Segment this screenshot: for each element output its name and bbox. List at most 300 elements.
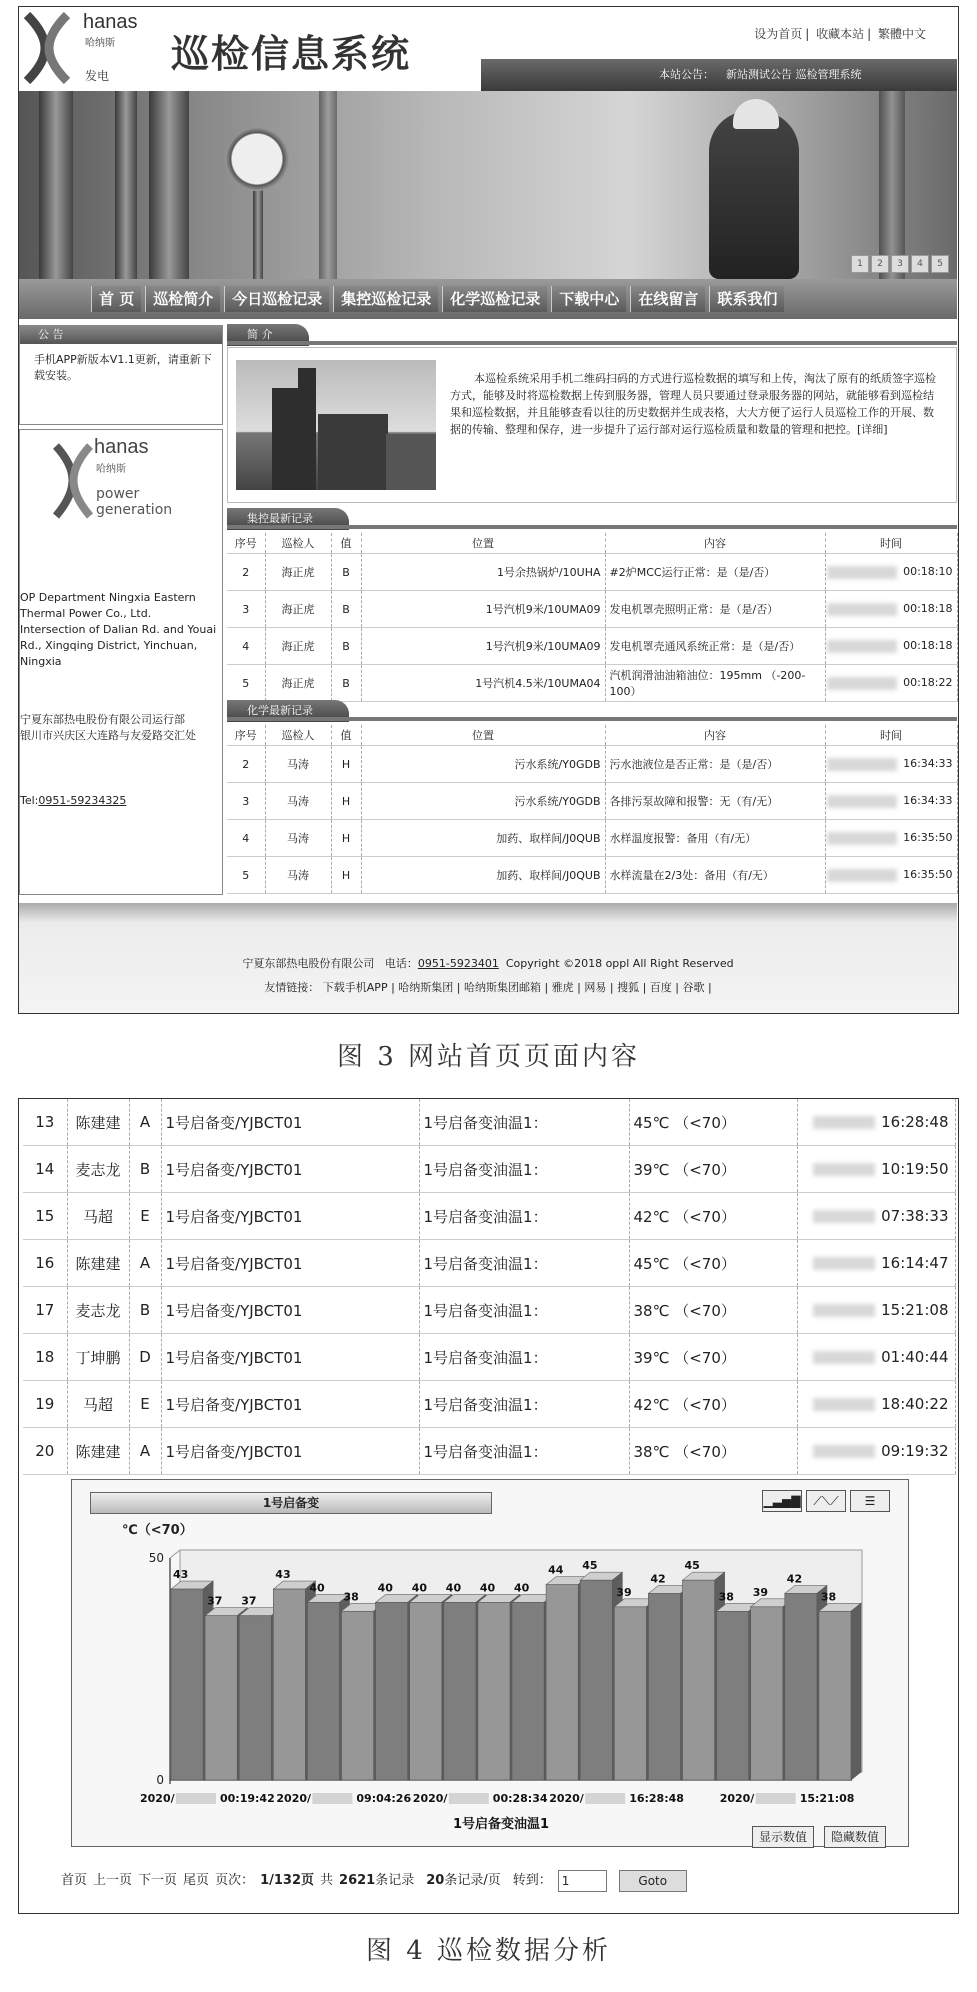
- x-tick-date: 2020/: [719, 1792, 755, 1805]
- cell-item: [419, 1099, 629, 1146]
- cell-person-text: 丁坤鹏: [75, 1348, 121, 1367]
- banner-page-5[interactable]: 5: [931, 255, 949, 273]
- cell-shift-text: B: [342, 602, 350, 616]
- intro-box: [227, 347, 957, 503]
- address-cn: [20, 712, 220, 744]
- cell-item-text: 1号启备变油温1：: [423, 1395, 548, 1414]
- col-header: 时间: [825, 533, 957, 554]
- nav-today-records[interactable]: 今日巡检记录: [224, 286, 329, 312]
- cell-no-text: 2: [242, 757, 250, 771]
- tel-label: Tel:: [20, 794, 39, 807]
- cell-time: [797, 1193, 955, 1240]
- cell-shift-text: B: [342, 565, 350, 579]
- cell-no-text: 17: [35, 1301, 55, 1319]
- cell-person-text: 陈建建: [75, 1254, 121, 1273]
- cell-item-text: 1号启备变油温1：: [423, 1113, 548, 1132]
- cell-no: [23, 1334, 67, 1381]
- cell-no: [227, 820, 265, 857]
- cell-no: [227, 665, 265, 702]
- cell-no: [23, 1287, 67, 1334]
- cell-person: [67, 1334, 129, 1381]
- tel-link[interactable]: 0951-59234325: [38, 794, 127, 807]
- sidebar-logo-sub2: generation: [96, 502, 173, 518]
- cell-shift: [331, 591, 361, 628]
- link-bookmark[interactable]: 收藏本站: [816, 27, 865, 41]
- cell-time-text: 16:28:48: [881, 1113, 949, 1131]
- cell-item: [419, 1193, 629, 1240]
- site-footer: [19, 903, 957, 1013]
- cell-location-text: 1号汽机4.5米/10UMA04: [475, 677, 601, 690]
- plant-photo: [236, 360, 436, 490]
- cell-person: [67, 1287, 129, 1334]
- footer-link-mail[interactable]: 哈纳斯集团邮箱: [463, 981, 541, 994]
- redacted-date: [813, 1163, 875, 1176]
- cell-location: [361, 746, 605, 783]
- goto-label: 转到：: [512, 1873, 552, 1888]
- cell-time: [797, 1334, 955, 1381]
- cell-content: [605, 746, 825, 783]
- page-label: 页次：: [215, 1873, 255, 1888]
- cell-person: [67, 1146, 129, 1193]
- cell-content-text: 发电机罩壳照明正常：是（是/否）: [609, 603, 779, 616]
- nav-jikong-records[interactable]: 集控巡检记录: [333, 286, 438, 312]
- cell-time: [797, 1146, 955, 1193]
- huaxue-title[interactable]: 化学最新记录: [227, 700, 349, 722]
- jikong-section-bar: [227, 507, 957, 529]
- table-row[interactable]: [227, 783, 957, 820]
- line-chart-icon[interactable]: ⟋⟍⟋: [806, 1490, 846, 1512]
- cell-location-text: 污水系统/Y0GDB: [514, 758, 601, 771]
- cell-shift-text: B: [139, 1160, 151, 1178]
- cell-value: [629, 1099, 797, 1146]
- x-tick-time: 15:21:08: [799, 1792, 855, 1805]
- cell-shift: [129, 1428, 161, 1475]
- cell-time: [797, 1287, 955, 1334]
- sidebar-notice-text[interactable]: 手机APP新版本V1.1更新，请重新下载安装。: [34, 353, 212, 382]
- table-row[interactable]: [227, 628, 957, 665]
- cell-no-text: 4: [242, 831, 250, 845]
- figure-4-data-analysis: [18, 1098, 959, 1914]
- jikong-table: [227, 533, 958, 702]
- col-header: 内容: [605, 533, 825, 554]
- footer-phone[interactable]: 0951-5923401: [417, 957, 499, 970]
- link-traditional-chinese[interactable]: 繁體中文: [877, 27, 926, 41]
- cell-shift-text: A: [139, 1442, 151, 1460]
- sidebar-logo-sub1: power: [96, 486, 140, 502]
- col-header: 序号: [227, 533, 265, 554]
- bar-value-label: 40: [479, 1581, 496, 1595]
- cell-device-text: 1号启备变/YJBCT01: [165, 1442, 303, 1461]
- cell-shift-text: E: [140, 1207, 150, 1225]
- cell-no: [227, 746, 265, 783]
- table-row[interactable]: [227, 591, 957, 628]
- col-header: 位置: [361, 533, 605, 554]
- page-first[interactable]: 首页: [61, 1873, 88, 1888]
- huaxue-section-bar: [227, 699, 957, 721]
- redacted-date: [827, 832, 897, 845]
- col-header: 内容: [605, 725, 825, 746]
- hide-values-button[interactable]: 隐藏数值: [824, 1826, 886, 1848]
- intro-title: 简 介: [227, 324, 309, 346]
- footer-link-baidu[interactable]: 百度: [649, 981, 672, 994]
- sidebar-logo-name: hanas: [94, 436, 149, 458]
- main-nav: [19, 279, 957, 319]
- cell-shift: [129, 1334, 161, 1381]
- cell-time-text: 09:19:32: [881, 1442, 949, 1460]
- bar-value-label: 38: [820, 1590, 837, 1604]
- cell-no: [23, 1193, 67, 1240]
- cell-shift-text: H: [341, 794, 351, 808]
- cell-no-text: 2: [242, 565, 250, 579]
- cell-no: [23, 1240, 67, 1287]
- footer-company: 宁夏东部热电股份有限公司: [242, 957, 375, 970]
- bar: [614, 1607, 646, 1780]
- table-row[interactable]: [227, 746, 957, 783]
- top-links: 设为首页 | 收藏本站 | 繁體中文: [754, 27, 926, 41]
- cell-person: [265, 746, 331, 783]
- cell-no-text: 16: [35, 1254, 55, 1272]
- bar-value-label: 38: [718, 1590, 734, 1604]
- banner-pager: [849, 251, 949, 273]
- address-cn-line1: 宁夏东部热电股份有限公司运行部: [20, 713, 185, 726]
- cell-time: [825, 628, 957, 665]
- bar-value-label: 39: [616, 1585, 632, 1599]
- col-header: 位置: [361, 725, 605, 746]
- bar-value-label: 45: [582, 1559, 598, 1573]
- per-page: 20: [426, 1873, 445, 1888]
- footer-line1: [19, 955, 957, 971]
- notice-text[interactable]: 新站测试公告 巡检管理系统: [726, 68, 862, 81]
- cell-device-text: 1号启备变/YJBCT01: [165, 1395, 303, 1414]
- bar-value-label: 39: [752, 1585, 769, 1599]
- cell-time-text: 10:19:50: [881, 1160, 949, 1178]
- x-tick-date: 2020/: [140, 1792, 175, 1805]
- cell-content-text: 污水池液位是否正常：是（是/否）: [609, 758, 779, 771]
- cell-no-text: 19: [35, 1395, 55, 1413]
- cell-person-text: 马涛: [287, 869, 309, 882]
- cell-no-text: 18: [35, 1348, 55, 1366]
- page-current: 1/132页: [260, 1873, 315, 1888]
- cell-person: [67, 1099, 129, 1146]
- redacted-date: [827, 795, 897, 808]
- banner-page-3[interactable]: 3: [891, 255, 909, 273]
- site-header: [19, 7, 957, 91]
- page-prev[interactable]: 上一页: [93, 1873, 133, 1888]
- cell-content: [605, 628, 825, 665]
- cell-no-text: 3: [242, 602, 250, 616]
- cell-device: [161, 1381, 419, 1428]
- col-header: 值: [331, 725, 361, 746]
- cell-location-text: 1号余热锅炉/10UHA: [496, 566, 601, 579]
- nav-message[interactable]: 在线留言: [630, 286, 705, 312]
- cell-value-text: 39℃ （<70）: [633, 1160, 736, 1179]
- chart-wall-edge: [170, 1550, 180, 1558]
- cell-location-text: 1号汽机9米/10UMA09: [485, 640, 601, 653]
- table-row[interactable]: [23, 1240, 955, 1287]
- table-row[interactable]: [227, 820, 957, 857]
- huaxue-table: [227, 725, 958, 894]
- address-en: OP Department Ningxia Eastern Thermal Power Co., Ltd. Intersection of Dalian Rd. and Youai Rd., Xingqing District, Yinchuan, Ningxia: [20, 591, 217, 668]
- cell-person-text: 海正虎: [281, 677, 315, 690]
- bar-value-label: 40: [514, 1581, 530, 1595]
- page-next[interactable]: 下一页: [138, 1873, 178, 1888]
- cell-shift: [331, 820, 361, 857]
- cell-time-text: 15:21:08: [881, 1301, 949, 1319]
- jikong-title[interactable]: 集控最新记录: [227, 508, 349, 530]
- cell-no: [227, 554, 265, 591]
- cell-value-text: 45℃ （<70）: [633, 1254, 736, 1273]
- cell-value: [629, 1287, 797, 1334]
- x-tick-time: 00:19:42: [220, 1792, 275, 1805]
- cell-shift: [129, 1240, 161, 1287]
- x-tick-time: 00:28:34: [492, 1792, 548, 1805]
- cell-item-text: 1号启备变油温1：: [423, 1301, 548, 1320]
- cell-no-text: 13: [35, 1113, 55, 1131]
- cell-content: [605, 857, 825, 894]
- x-tick-redacted: [585, 1793, 625, 1804]
- x-tick-time: 16:28:48: [629, 1792, 684, 1805]
- cell-no-text: 5: [242, 676, 250, 690]
- cell-content-text: #2炉MCC运行正常：是（是/否）: [609, 566, 776, 579]
- cell-value: [629, 1428, 797, 1475]
- cell-device-text: 1号启备变/YJBCT01: [165, 1113, 303, 1132]
- y-axis-label: ℃（<70）: [122, 1523, 193, 1538]
- cell-item-text: 1号启备变油温1：: [423, 1254, 548, 1273]
- cell-no: [23, 1146, 67, 1193]
- cell-no-text: 3: [242, 794, 250, 808]
- cell-shift-text: D: [139, 1348, 151, 1366]
- footer-link-google[interactable]: 谷歌: [682, 981, 705, 994]
- redacted-date: [813, 1304, 875, 1317]
- cell-no: [227, 857, 265, 894]
- table-row[interactable]: [23, 1428, 955, 1475]
- cell-value-text: 39℃ （<70）: [633, 1348, 736, 1367]
- y-tick-label: 0: [156, 1773, 164, 1787]
- hbar-chart-icon[interactable]: ☰: [850, 1490, 890, 1512]
- cell-time: [797, 1240, 955, 1287]
- total-prefix: 共: [320, 1873, 334, 1888]
- cell-time-text: 16:34:33: [903, 757, 953, 771]
- banner-page-2[interactable]: 2: [871, 255, 889, 273]
- bar-value-label: 43: [173, 1568, 189, 1582]
- redacted-date: [813, 1398, 875, 1411]
- redacted-date: [827, 677, 897, 690]
- cell-item: [419, 1240, 629, 1287]
- banner-page-4[interactable]: 4: [911, 255, 929, 273]
- sidebar-notice: [19, 325, 223, 425]
- cell-location: [361, 554, 605, 591]
- x-axis-label: 1号启备变油温1: [452, 1817, 550, 1832]
- redacted-date: [813, 1257, 875, 1270]
- cell-time-text: 16:35:50: [903, 868, 953, 882]
- cell-location: [361, 665, 605, 702]
- cell-person-text: 麦志龙: [75, 1160, 121, 1179]
- col-header: 值: [331, 533, 361, 554]
- cell-time-text: 00:18:10: [903, 565, 953, 579]
- cell-person-text: 海正虎: [281, 640, 315, 653]
- x-tick-date: 2020/: [276, 1792, 312, 1805]
- page-last[interactable]: 尾页: [183, 1873, 210, 1888]
- cell-shift-text: A: [139, 1113, 151, 1131]
- cell-person: [67, 1240, 129, 1287]
- cell-value-text: 38℃ （<70）: [633, 1301, 736, 1320]
- table-row[interactable]: [23, 1099, 955, 1146]
- bar: [648, 1594, 680, 1780]
- cell-device-text: 1号启备变/YJBCT01: [165, 1207, 303, 1226]
- goto-input[interactable]: 1: [558, 1870, 607, 1892]
- footer-link-sohu[interactable]: 搜狐: [617, 981, 640, 994]
- col-header: 序号: [227, 725, 265, 746]
- bar: [683, 1580, 715, 1780]
- footer-link-group[interactable]: 哈纳斯集团: [398, 981, 454, 994]
- cell-content: [605, 591, 825, 628]
- cell-no: [227, 591, 265, 628]
- redacted-date: [813, 1445, 875, 1458]
- redacted-date: [813, 1210, 875, 1223]
- nav-contact[interactable]: 联系我们: [709, 286, 784, 312]
- table-row[interactable]: [227, 857, 957, 894]
- bar: [205, 1616, 237, 1780]
- address-cn-line2: 银川市兴庆区大连路与友爱路交汇处: [20, 729, 196, 742]
- cell-person-text: 马超: [82, 1207, 113, 1226]
- cell-person: [265, 628, 331, 665]
- cell-person-text: 马涛: [287, 758, 309, 771]
- table-row[interactable]: [227, 665, 957, 702]
- table-row[interactable]: [23, 1287, 955, 1334]
- cell-shift: [331, 746, 361, 783]
- cell-shift: [331, 628, 361, 665]
- inspection-data-table: [23, 1099, 956, 1475]
- notice-bar: [481, 59, 957, 91]
- table-row[interactable]: [227, 554, 957, 591]
- footer-links-label: 友情链接：: [264, 981, 320, 994]
- footer-link-163[interactable]: 网易: [584, 981, 607, 994]
- cell-time-text: 01:40:44: [881, 1348, 949, 1366]
- cell-device-text: 1号启备变/YJBCT01: [165, 1254, 303, 1273]
- cell-no-text: 15: [35, 1207, 55, 1225]
- bar-value-label: 38: [343, 1590, 359, 1604]
- bar-value-label: 37: [207, 1594, 223, 1608]
- footer-link-yahoo[interactable]: 雅虎: [551, 981, 574, 994]
- cell-time-text: 07:38:33: [881, 1207, 949, 1225]
- table-row[interactable]: [23, 1193, 955, 1240]
- cell-time: [825, 857, 957, 894]
- bar: [819, 1611, 851, 1780]
- cell-shift-text: B: [139, 1301, 151, 1319]
- bar: [307, 1602, 339, 1780]
- cell-person-text: 麦志龙: [75, 1301, 121, 1320]
- cell-value: [629, 1240, 797, 1287]
- cell-person: [265, 665, 331, 702]
- logo-cn: 哈纳斯: [85, 38, 115, 49]
- cell-time-text: 18:40:22: [881, 1395, 949, 1413]
- chart-title: 1号启备变: [90, 1492, 492, 1514]
- cell-value: [629, 1334, 797, 1381]
- x-tick-redacted: [449, 1793, 489, 1804]
- cell-device: [161, 1428, 419, 1475]
- x-tick-date: 2020/: [549, 1792, 584, 1805]
- cell-content-text: 水样温度报警：备用（有/无）: [609, 832, 757, 845]
- cell-device: [161, 1240, 419, 1287]
- nav-download[interactable]: 下载中心: [551, 286, 626, 312]
- banner-page-1[interactable]: 1: [851, 255, 869, 273]
- bar: [342, 1611, 374, 1780]
- cell-person: [67, 1381, 129, 1428]
- bar: [751, 1607, 783, 1780]
- cell-person-text: 马涛: [287, 795, 309, 808]
- bar-chart-icon[interactable]: ▁▃▅▇: [762, 1490, 802, 1512]
- cell-item-text: 1号启备变油温1：: [423, 1442, 548, 1461]
- nav-huaxue-records[interactable]: 化学巡检记录: [442, 286, 547, 312]
- bar: [171, 1589, 203, 1780]
- cell-person: [265, 591, 331, 628]
- cell-item: [419, 1334, 629, 1381]
- cell-content-text: 水样流量在2/3处：备用（有/无）: [609, 869, 774, 882]
- cell-no: [23, 1428, 67, 1475]
- table-row[interactable]: [23, 1146, 955, 1193]
- cell-shift-text: H: [341, 831, 351, 845]
- cell-time: [797, 1099, 955, 1146]
- redacted-date: [827, 758, 897, 771]
- cell-no-text: 20: [35, 1442, 55, 1460]
- cell-item-text: 1号启备变油温1：: [423, 1207, 548, 1226]
- cell-device: [161, 1146, 419, 1193]
- nav-intro[interactable]: 巡检简介: [145, 286, 220, 312]
- cell-person-text: 海正虎: [281, 603, 315, 616]
- link-set-homepage[interactable]: 设为首页: [754, 27, 803, 41]
- show-values-button[interactable]: 显示数值: [752, 1826, 814, 1848]
- redacted-date: [813, 1116, 875, 1129]
- cell-time-text: 00:18:22: [903, 676, 953, 690]
- cell-item-text: 1号启备变油温1：: [423, 1160, 548, 1179]
- cell-person: [67, 1428, 129, 1475]
- cell-value: [629, 1381, 797, 1428]
- goto-button[interactable]: Goto: [619, 1870, 687, 1892]
- x-tick-time: 09:04:26: [356, 1792, 412, 1805]
- cell-time: [825, 783, 957, 820]
- cell-shift-text: H: [341, 757, 351, 771]
- cell-no: [227, 628, 265, 665]
- cell-no: [23, 1381, 67, 1428]
- cell-no-text: 14: [35, 1160, 55, 1178]
- cell-value-text: 38℃ （<70）: [633, 1442, 736, 1461]
- nav-home[interactable]: 首 页: [91, 286, 141, 312]
- table-row[interactable]: [23, 1381, 955, 1428]
- cell-value-text: 42℃ （<70）: [633, 1207, 736, 1226]
- col-header: 时间: [825, 725, 957, 746]
- bar: [717, 1611, 749, 1780]
- y-tick-label: 50: [148, 1551, 164, 1565]
- cell-content: [605, 820, 825, 857]
- cell-value: [629, 1193, 797, 1240]
- logo-sub: 发电: [85, 69, 110, 83]
- table-row[interactable]: [23, 1334, 955, 1381]
- cell-person: [265, 820, 331, 857]
- cell-device-text: 1号启备变/YJBCT01: [165, 1160, 303, 1179]
- cell-shift-text: A: [139, 1254, 151, 1272]
- cell-no: [227, 783, 265, 820]
- bar-value-label: 40: [445, 1581, 462, 1595]
- cell-content-text: 汽机润滑油油箱油位：195mm （-200-100）: [609, 669, 806, 698]
- cell-time-text: 16:35:50: [903, 831, 953, 845]
- cell-shift: [331, 783, 361, 820]
- footer-link-app[interactable]: 下载手机APP: [322, 981, 388, 994]
- cell-location: [361, 857, 605, 894]
- cell-shift: [331, 665, 361, 702]
- bar: [580, 1580, 612, 1780]
- cell-content: [605, 665, 825, 702]
- cell-person: [265, 857, 331, 894]
